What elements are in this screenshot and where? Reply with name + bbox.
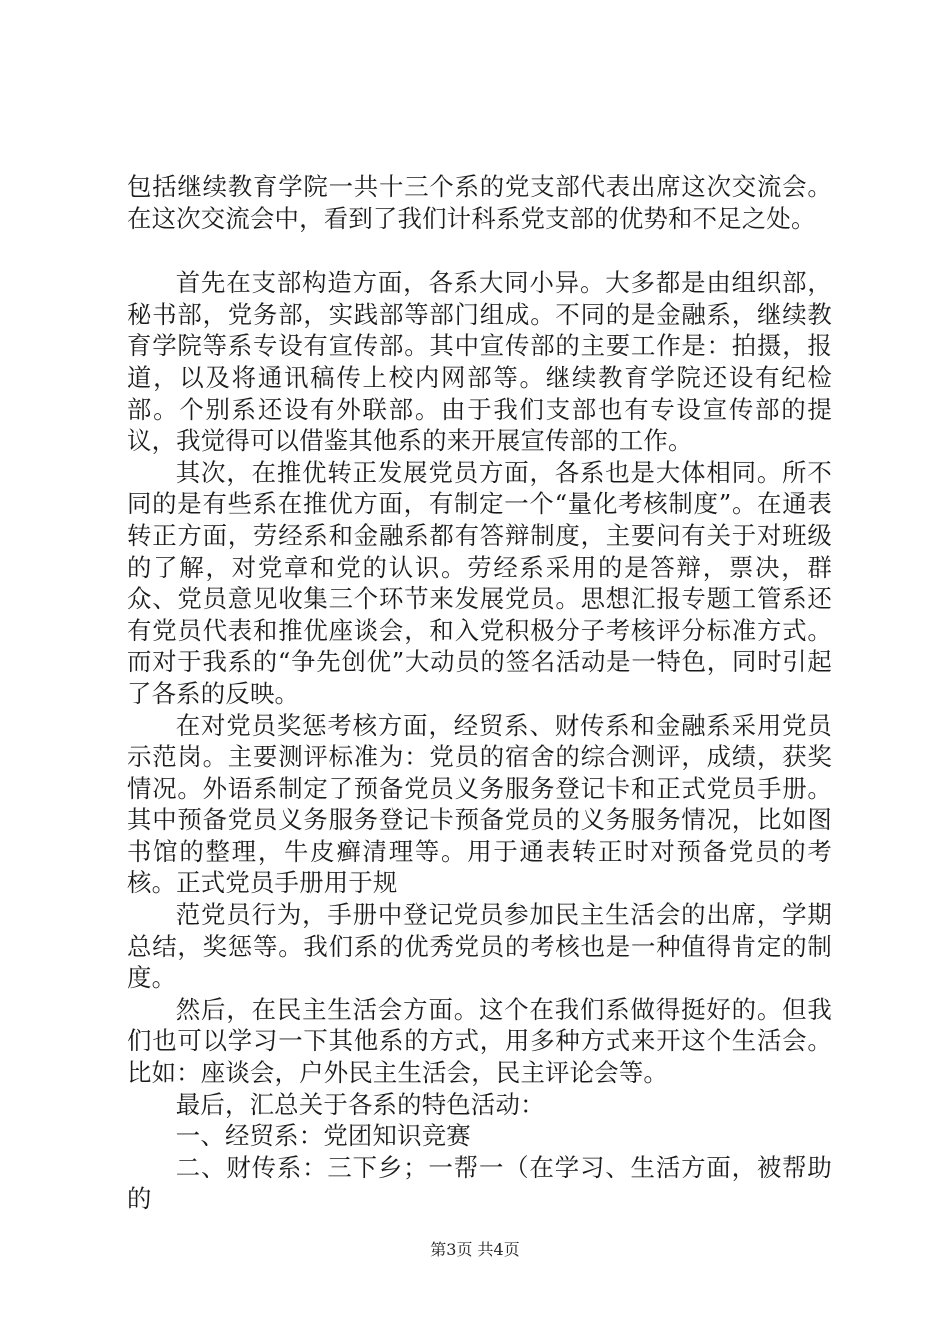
list-item-finance-media: 二、财传系：三下乡；一帮一（在学习、生活方面，被帮助的 — [127, 1152, 832, 1214]
paragraph-member-development: 其次，在推优转正发展党员方面，各系也是大体相同。所不同的是有些系在推优方面，有制定一个“量化考核制度”。在通表转正方面，劳经系和金融系都有答辩制度，主要问有关于对班级的了解，对党章和党的认识。劳经系采用的是答辩，票决，群众、党员意见收集三个环节来发展党员。思想汇报专题工管系还有党员代表和推优座谈会，和入党积极分子考核评分标准方式。而对于我系的“争先创优”大动员的签名活动是一特色，同时引起了各系的反映。 — [127, 457, 832, 708]
paragraph-gap — [127, 234, 832, 267]
paragraph-democratic-life: 然后，在民主生活会方面。这个在我们系做得挺好的。但我们也可以学习一下其他系的方式，用多种方式来开这个生活会。比如：座谈会，户外民主生活会，民主评论会等。 — [127, 994, 832, 1088]
paragraph-branch-structure: 首先在支部构造方面，各系大同小异。大多都是由组织部，秘书部，党务部，实践部等部门组成。不同的是金融系，继续教育学院等系专设有宣传部。其中宣传部的主要工作是：拍摄，报道，以及将通讯稿传上校内网部等。继续教育学院还设有纪检部。个别系还设有外联部。由于我们支部也有专设宣传部的提议，我觉得可以借鉴其他系的来开展宣传部的工作。 — [127, 268, 832, 456]
paragraph-summary-heading: 最后，汇总关于各系的特色活动： — [175, 1089, 545, 1119]
paragraph-member-handbook: 范党员行为，手册中登记党员参加民主生活会的出席，学期总结，奖惩等。我们系的优秀党员的考核也是一种值得肯定的制度。 — [127, 900, 832, 993]
page-number-footer: 第3页 共4页 — [430, 1240, 520, 1259]
list-item-economics: 一、经贸系：党团知识竞赛 — [175, 1121, 471, 1151]
paragraph-reward-assessment: 在对党员奖惩考核方面，经贸系、财传系和金融系采用党员示范岗。主要测评标准为：党员的宿舍的综合测评，成绩，获奖情况。外语系制定了预备党员义务服务登记卡和正式党员手册。其中预备党员义务服务登记卡预备党员的义务服务情况，比如图书馆的整理，牛皮癣清理等。用于通表转正时对预备党员的考核。正式党员手册用于规 — [127, 710, 832, 898]
paragraph-intro: 包括继续教育学院一共十三个系的党支部代表出席这次交流会。在这次交流会中，看到了我们计科系党支部的优势和不足之处。 — [127, 172, 832, 233]
document-body — [127, 171, 832, 1215]
